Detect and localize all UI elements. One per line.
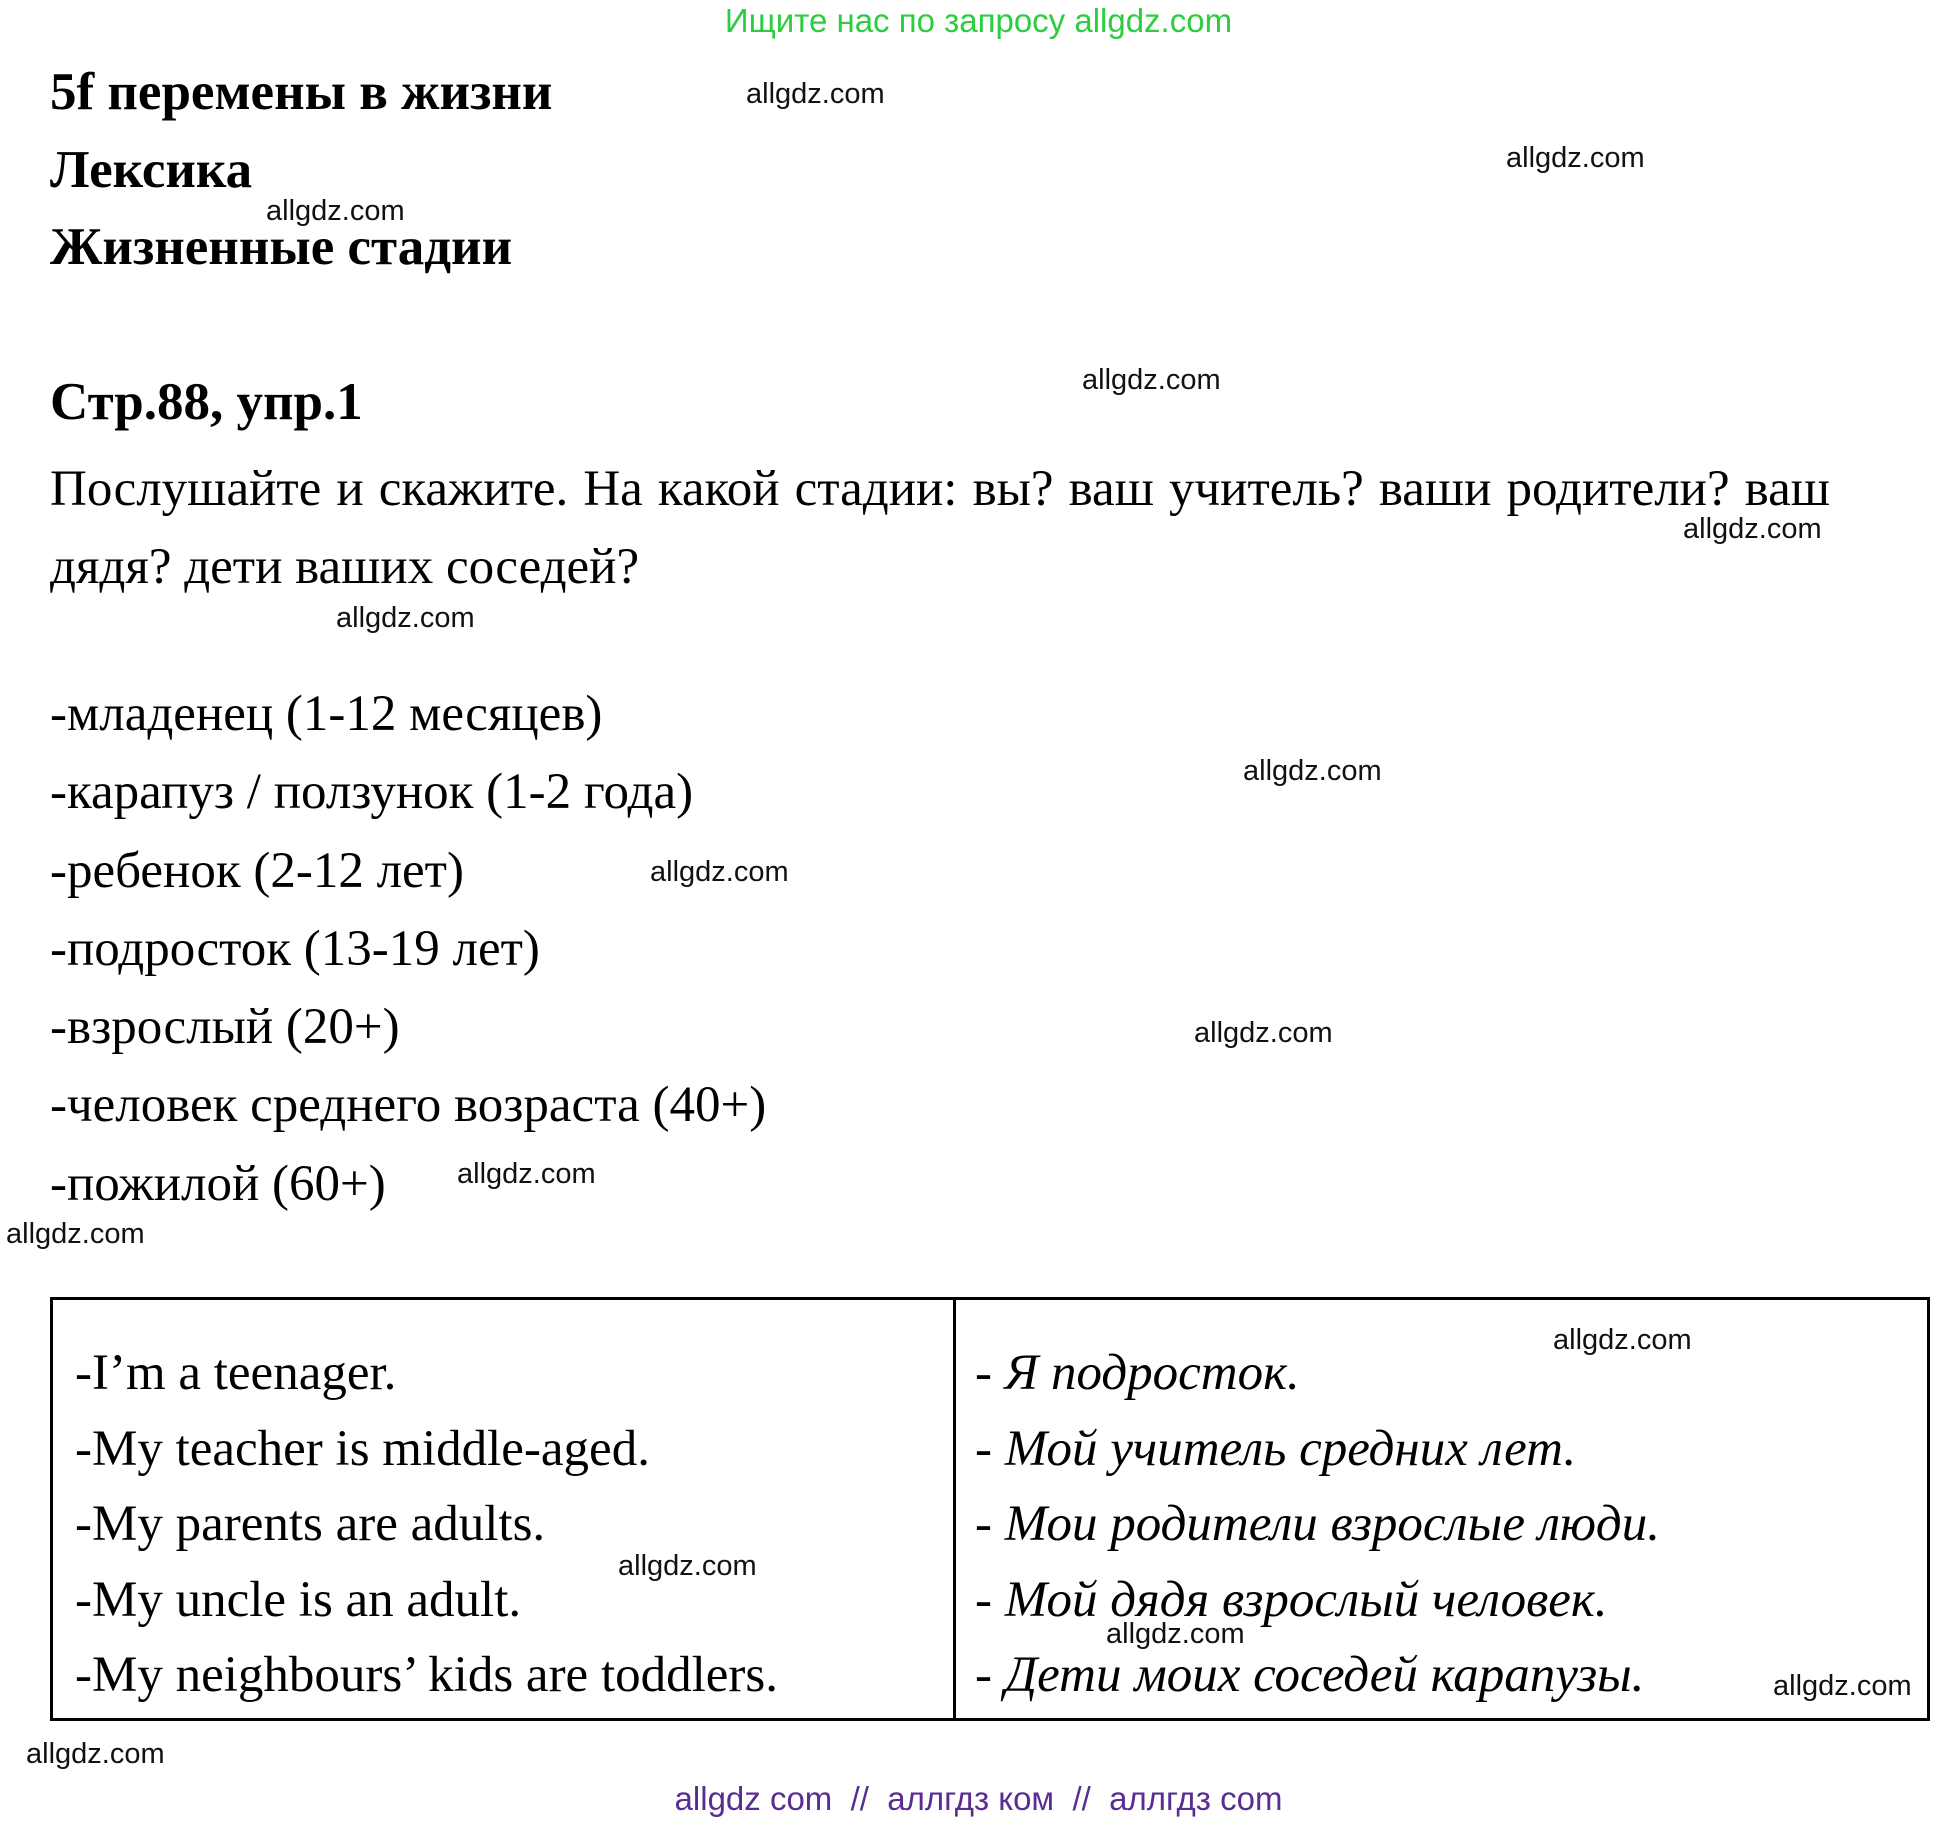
exercise-heading: Стр.88, упр.1 (50, 373, 363, 431)
unit-heading: 5f перемены в жизни (50, 63, 553, 121)
table-row: - Я подросток. (975, 1345, 1300, 1401)
search-banner: Ищите нас по запросу allgdz.com (724, 2, 1233, 39)
table-row: - Мои родители взрослые люди. (975, 1496, 1660, 1552)
watermark: allgdz.com (1553, 1324, 1692, 1356)
instruction-paragraph: Послушайте и скажите. На какой стадии: вы? ваш учитель? ваши родители? ваш дядя? дети ваших соседей? (50, 461, 1830, 595)
list-item: -подросток (13-19 лет) (50, 920, 540, 977)
watermark: allgdz.com (1194, 1017, 1333, 1049)
list-item: -ребенок (2-12 лет) (50, 842, 464, 899)
table-row: -My teacher is middle-aged. (75, 1420, 650, 1477)
list-item: -младенец (1-12 месяцев) (50, 686, 603, 742)
list-item: -человек среднего возраста (40+) (50, 1077, 767, 1134)
watermark: allgdz.com (26, 1738, 165, 1770)
watermark: allgdz.com (746, 78, 885, 110)
watermark: allgdz.com (650, 856, 789, 888)
table-row: -My neighbours’ kids are toddlers. (75, 1647, 778, 1703)
section-heading: Лексика (50, 141, 253, 199)
table-row: -My uncle is an adult. (75, 1571, 522, 1628)
table-row: - Мой учитель средних лет. (975, 1420, 1577, 1477)
vocabulary-list (50, 675, 766, 1223)
watermark: allgdz.com (1773, 1670, 1912, 1702)
list-item: -пожилой (60+) (50, 1155, 386, 1212)
answers-russian-column (975, 1336, 1660, 1714)
watermark: allgdz.com (336, 602, 475, 634)
watermark: allgdz.com (1082, 364, 1221, 396)
table-divider (953, 1300, 956, 1718)
watermark: allgdz.com (266, 195, 405, 227)
table-row: - Мой дядя взрослый человек. (975, 1571, 1608, 1628)
answers-table (50, 1297, 1930, 1721)
watermark: allgdz.com (457, 1158, 596, 1190)
answers-english-column (75, 1336, 778, 1714)
footer-links: allgdz com // аллгдз ком // аллгдз com (674, 1780, 1283, 1817)
topic-heading: Жизненные стадии (50, 218, 513, 276)
watermark: allgdz.com (1106, 1618, 1245, 1650)
watermark: allgdz.com (1506, 142, 1645, 174)
list-item: -карапуз / ползунок (1-2 года) (50, 764, 694, 821)
watermark: allgdz.com (1243, 755, 1382, 787)
watermark: allgdz.com (1683, 513, 1822, 545)
list-item: -взрослый (20+) (50, 999, 400, 1056)
table-row: -My parents are adults. (75, 1496, 546, 1552)
watermark: allgdz.com (618, 1550, 757, 1582)
table-row: - Дети моих соседей карапузы. (975, 1647, 1645, 1703)
table-row: -I’m a teenager. (75, 1345, 397, 1401)
watermark: allgdz.com (6, 1218, 145, 1250)
